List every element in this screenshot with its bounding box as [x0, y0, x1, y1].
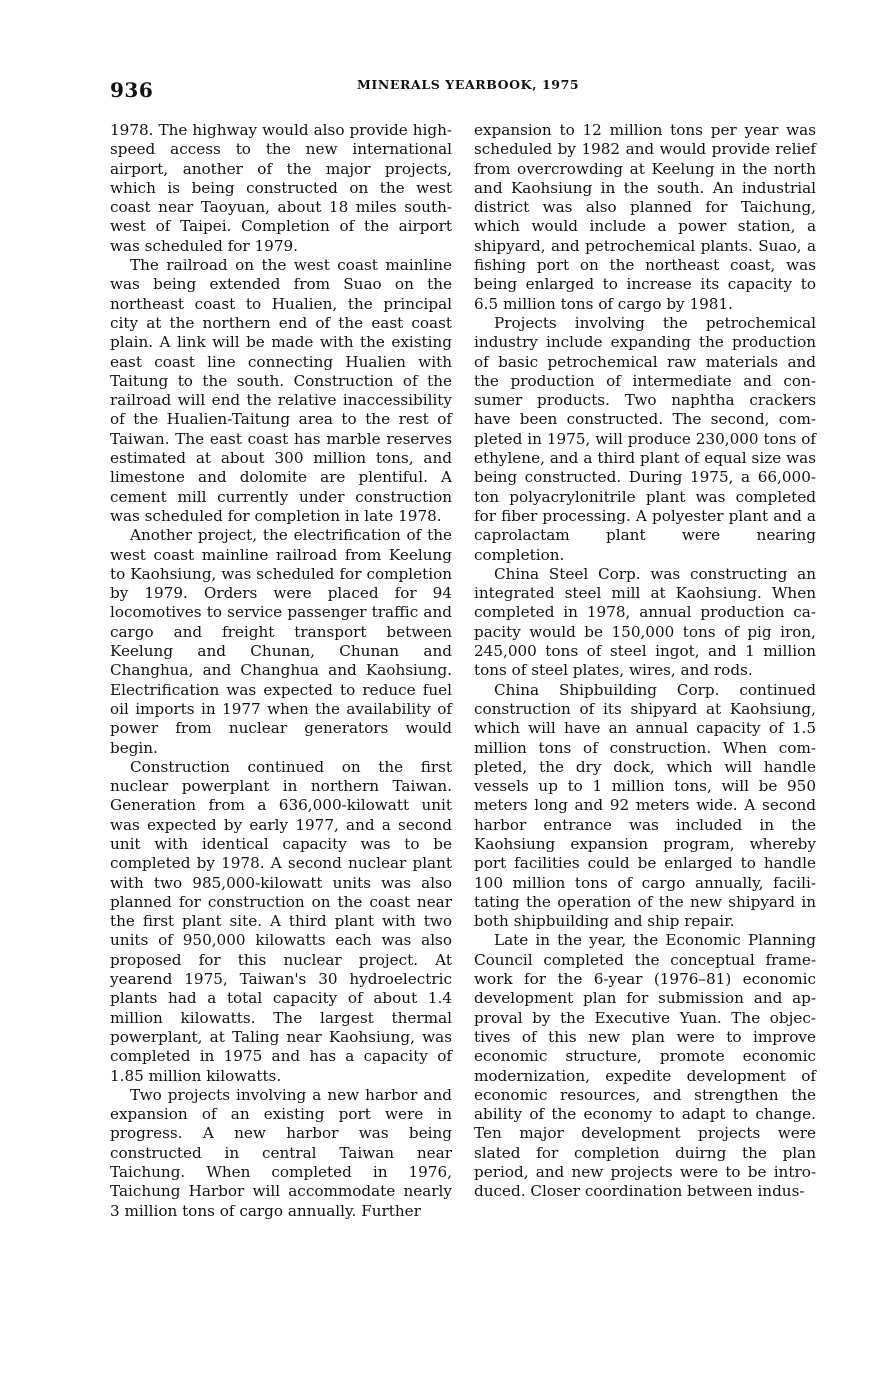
- paragraph: The railroad on the west coast mainline was being extended from Suao on the northeast coast to Hualien, the principal city at the northern end of the east coast plain. A link will be made with the existing east coast line connecting Hualien with Taitung to the south. Construction of the railroad will end the relative inaccessibility of the Hualien-Taitung area to the rest of Taiwan. The east coast has marble reserves estimated at about 300 million tons, and limestone and dolomite are plentiful. A cement mill currently under construction was scheduled for completion in late 1978.: [110, 256, 452, 525]
- paragraph: China Shipbuilding Corp. continued construction of its shipyard at Kaohsiung, which will have an annual capacity of 1.5 million tons of construction. When completed, the dry dock, which will handle vessels up to 1 million tons, will be 950 meters long and 92 meters wide. A second harbor entrance was included in the Kaohsiung expansion program, whereby port facilities could be enlarged to handle 100 million tons of cargo annually, facilitating the operation of the new shipyard in both shipbuilding and ship repair.: [474, 680, 816, 931]
- running-head: MINERALS YEARBOOK, 1975: [357, 77, 580, 92]
- right-column: [474, 121, 816, 1202]
- paragraph: China Steel Corp. was constructing an integrated steel mill at Kaohsiung. When completed in 1978, annual production capacity would be 150,000 tons of pig iron, 245,000 tons of steel ingot, and 1 million tons of steel plates, wires, and rods.: [474, 564, 816, 680]
- page-number: 936: [110, 78, 154, 102]
- paragraph: expansion to 12 million tons per year was scheduled by 1982 and would provide relief from overcrowding at Keelung in the north and Kaohsiung in the south. An industrial district was also planned for Taichung, which would include a power station, a shipyard, and petrochemical plants. Suao, a fishing port on the northeast coast, was being enlarged to increase its capacity to 6.5 million tons of cargo by 1981.: [474, 121, 816, 313]
- paragraph: 1978. The highway would also provide high-speed access to the new international airport, another of the major projects, which is being constructed on the west coast near Taoyuan, about 18 miles southwest of Taipei. Completion of the airport was scheduled for 1979.: [110, 121, 452, 255]
- left-column: [110, 121, 452, 1221]
- paragraph: Late in the year, the Economic Planning Council completed the conceptual framework for the 6-year (1976–81) economic development plan for submission and approval by the Executive Yuan. The objectives of this new plan were to improve economic structure, promote economic modernization, expedite development of economic resources, and strengthen the ability of the economy to adapt to change. Ten major development projects were slated for completion duirng the plan period, and new projects were to be introduced. Closer coordination between indus-: [474, 931, 816, 1201]
- paragraph: Two projects involving a new harbor and expansion of an existing port were in progress. A new harbor was being constructed in central Taiwan near Taichung. When completed in 1976, Taichung Harbor will accommodate nearly 3 million tons of cargo annually. Further: [110, 1085, 452, 1220]
- paragraph: Construction continued on the first nuclear powerplant in northern Taiwan. Generation from a 636,000-kilowatt unit was expected by early 1977, and a second unit with identical capacity was to be completed by 1978. A second nuclear plant with two 985,000-kilowatt units was also planned for construction on the coast near the first plant site. A third plant with two units of 950,000 kilowatts each was also proposed for this nuclear project. At yearend 1975, Taiwan's 30 hydroelectric plants had a total capacity of about 1.4 million kilowatts. The largest thermal powerplant, at Taling near Kaohsiung, was completed in 1975 and has a capacity of 1.85 million kilowatts.: [110, 757, 452, 1085]
- paragraph: Another project, the electrification of the west coast mainline railroad from Keelung to Kaohsiung, was scheduled for completion by 1979. Orders were placed for 94 locomotives to service passenger traffic and cargo and freight transport between Keelung and Chunan, Chunan and Changhua, and Changhua and Kaohsiung. Electrification was expected to reduce fuel oil imports in 1977 when the availability of power from nuclear generators would begin.: [110, 526, 452, 757]
- paragraph: Projects involving the petrochemical industry include expanding the production of basic petrochemical raw materials and the production of intermediate and consumer products. Two naphtha crackers have been constructed. The second, completed in 1975, will produce 230,000 tons of ethylene, and a third plant of equal size was being constructed. During 1975, a 66,000-ton polyacrylonitrile plant was completed for fiber processing. A polyester plant and a caprolactam plant were nearing completion.: [474, 313, 816, 564]
